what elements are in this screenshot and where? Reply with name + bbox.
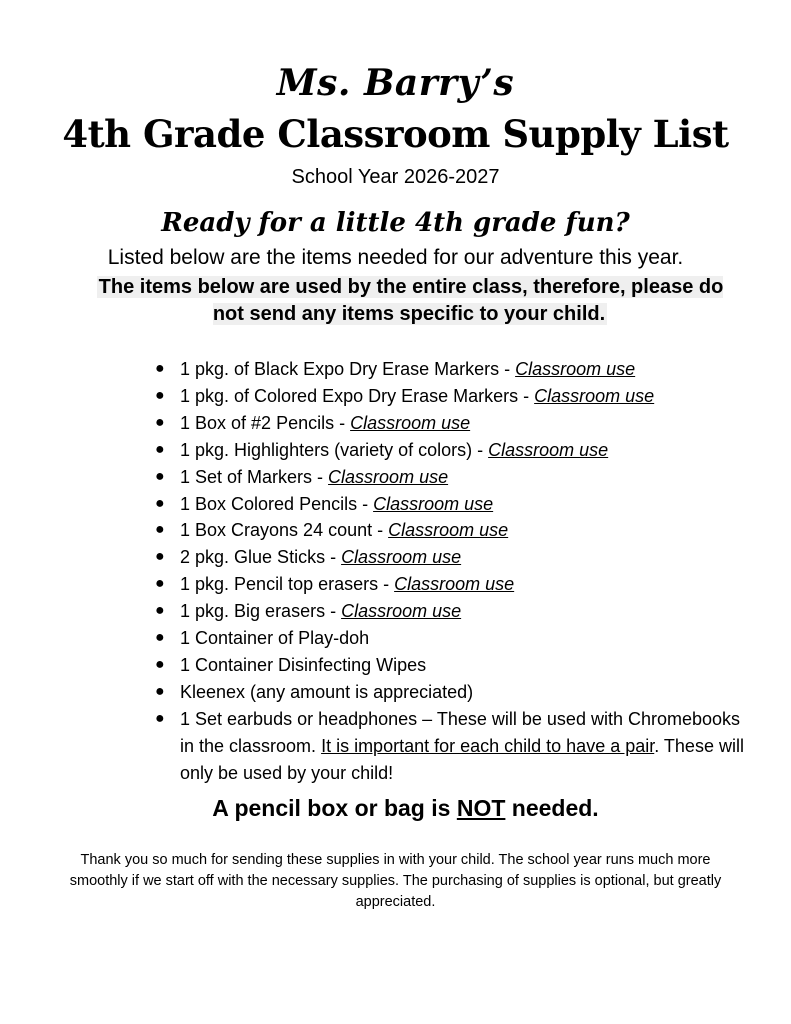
supply-item-earbuds [155, 706, 745, 787]
class-use-note [80, 274, 740, 328]
supply-item [155, 383, 745, 410]
supply-item-text: 1 pkg. Highlighters (variety of colors) - [180, 439, 489, 460]
supply-item-text: 1 Box Crayons 24 count - [180, 520, 389, 541]
supply-item [155, 356, 745, 383]
supply-item [155, 464, 745, 491]
bullet-icon: ● [155, 575, 165, 593]
supply-item-text: Kleenex (any amount is appreciated) [180, 681, 474, 702]
supply-item-text: 1 pkg. of Colored Expo Dry Erase Markers - [180, 385, 535, 406]
bullet-icon: ● [155, 682, 165, 700]
supply-item-text: 1 pkg. of Black Expo Dry Erase Markers - [180, 359, 516, 379]
intro-text: Listed below are the items needed for our adventure this year. [107, 246, 684, 269]
thank-you-note: Thank you so much for sending these supplies in with your child. The school year runs much more smoothly if we start off with the necessary supplies. The purchasing of supplies is optional, but greatly appreciated. [69, 852, 722, 910]
supply-item-text: 1 Set of Markers - [180, 466, 329, 487]
supply-item [155, 544, 745, 571]
classroom-use-tag: Classroom use [341, 547, 462, 568]
pencil-box-after: needed. [505, 795, 599, 821]
supply-item [155, 571, 745, 598]
bullet-icon: ● [155, 386, 165, 404]
supply-item-text: 1 Container Disinfecting Wipes [180, 654, 427, 675]
bullet-icon: ● [155, 521, 165, 539]
classroom-use-tag: Classroom use [534, 385, 655, 406]
bullet-icon: ● [155, 655, 165, 673]
supply-item [155, 491, 745, 518]
supply-item-text: 1 Box Colored Pencils - [180, 493, 374, 514]
earbuds-text-part2: . These will only be used by your child! [180, 735, 744, 783]
bullet-icon: ● [155, 360, 165, 377]
supply-item [155, 625, 745, 652]
classroom-use-tag: Classroom use [341, 601, 462, 622]
supply-item-text: 1 Container of Play-doh [180, 628, 370, 649]
supply-item [155, 517, 745, 544]
bullet-icon: ● [155, 440, 165, 458]
page-title: 4th Grade Classroom Supply List [62, 112, 729, 156]
classroom-use-tag: Classroom use [488, 439, 609, 460]
supply-item-text: 1 pkg. Pencil top erasers - [180, 574, 395, 595]
bullet-icon: ● [155, 494, 165, 512]
supply-item-text: 2 pkg. Glue Sticks - [180, 547, 342, 568]
classroom-use-tag: Classroom use [350, 412, 471, 433]
class-use-note-text: The items below are used by the entire class, therefore, please do not send any items specific to your child. [98, 276, 724, 325]
title-teacher-name: Ms. Barry’s [276, 62, 515, 104]
supply-item [155, 410, 745, 437]
bullet-icon: ● [155, 709, 165, 727]
pencil-box-note [0, 795, 791, 822]
school-year: School Year 2026-2027 [291, 166, 500, 188]
earbuds-text-part1: 1 Set earbuds or headphones – These will be used with Chromebooks in the classroom. [180, 708, 741, 756]
classroom-use-tag: Classroom use [373, 493, 494, 514]
supply-item [155, 652, 745, 679]
classroom-use-tag: Classroom use [515, 359, 636, 379]
supply-item [155, 679, 745, 706]
supply-item [155, 437, 745, 464]
supply-item-text: 1 Box of #2 Pencils - [180, 412, 351, 433]
supply-list [155, 356, 745, 787]
classroom-use-tag: Classroom use [388, 520, 509, 541]
bullet-icon: ● [155, 467, 165, 485]
bullet-icon: ● [155, 548, 165, 566]
bullet-icon: ● [155, 413, 165, 431]
tagline: Ready for a little 4th grade fun? [161, 208, 630, 238]
classroom-use-tag: Classroom use [394, 574, 515, 595]
bullet-icon: ● [155, 602, 165, 620]
pencil-box-before: A pencil box or bag is [212, 795, 457, 821]
classroom-use-tag: Classroom use [328, 466, 449, 487]
bullet-icon: ● [155, 629, 165, 647]
supply-item [155, 598, 745, 625]
pencil-box-not: NOT [456, 795, 506, 821]
supply-item-text: 1 pkg. Big erasers - [180, 601, 342, 622]
earbuds-important-text: It is important for each child to have a pair [321, 735, 655, 756]
